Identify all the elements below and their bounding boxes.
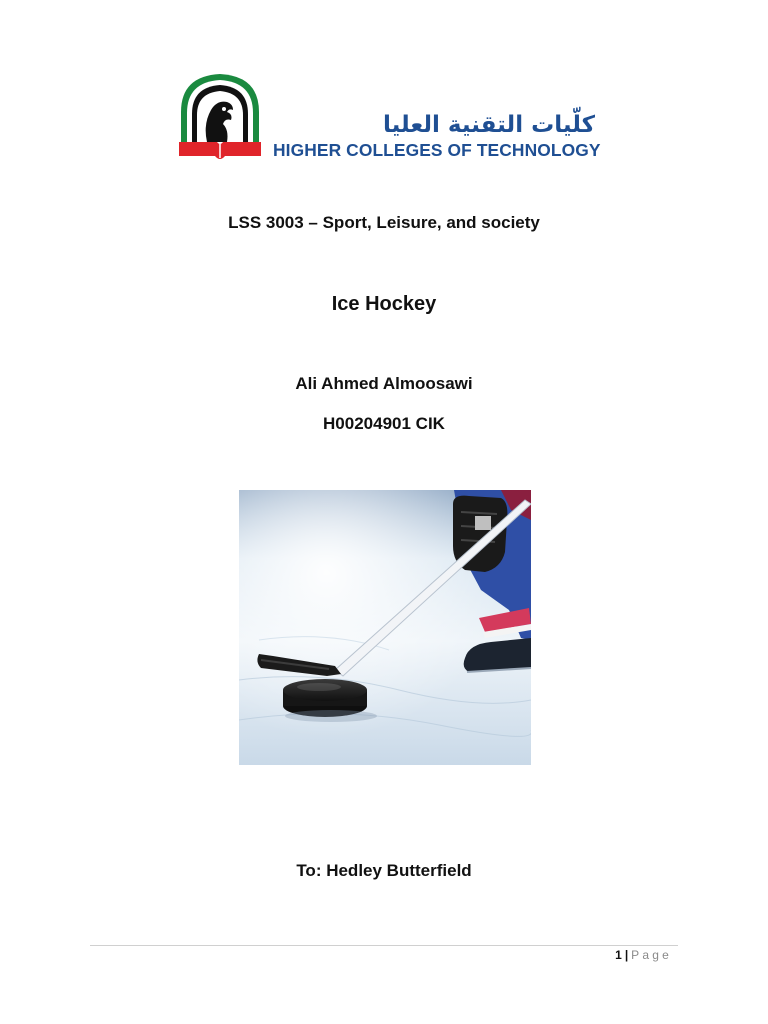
document-title: Ice Hockey (331, 293, 437, 315)
page-footer (615, 947, 672, 963)
page-label: Page (631, 948, 672, 962)
logo-arabic-name: كلّيات التقنية العليا (382, 112, 595, 138)
page-number: 1 (615, 948, 622, 962)
footer-separator: | (624, 948, 629, 962)
footer-divider (90, 945, 678, 946)
logo-english-name: HIGHER COLLEGES OF TECHNOLOGY (273, 140, 601, 160)
hct-logo (177, 72, 601, 164)
author-name: Ali Ahmed Almoosawi (295, 374, 473, 393)
hockey-photo-illustration (239, 490, 531, 765)
recipient: To: Hedley Butterfield (296, 861, 472, 880)
student-id: H00204901 CIK (323, 414, 445, 433)
hockey-stick-and-puck-photo (239, 490, 531, 765)
course-title: LSS 3003 – Sport, Leisure, and society (228, 213, 540, 232)
falcon-emblem-icon (177, 72, 263, 162)
